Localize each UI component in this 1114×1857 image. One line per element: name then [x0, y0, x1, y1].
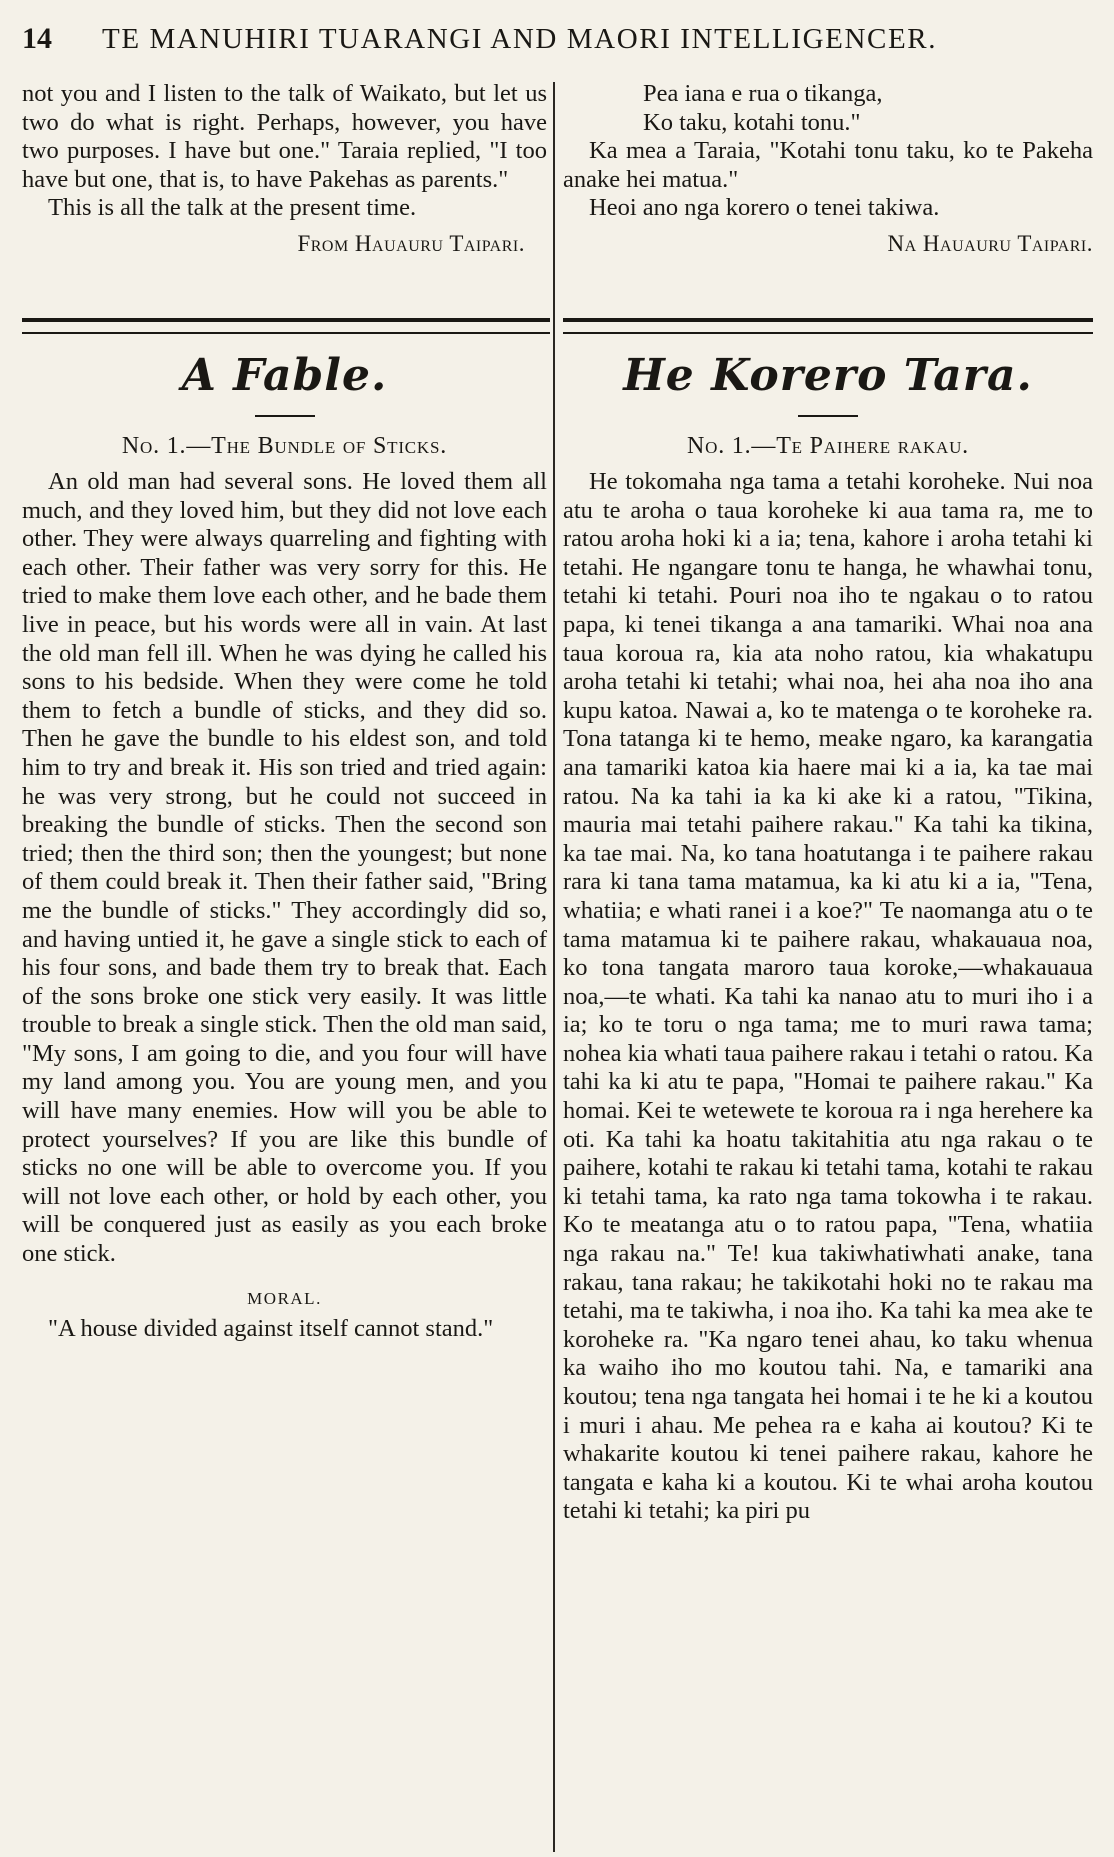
article-signature: Na Hauauru Taipari.: [887, 230, 1093, 256]
verse-line: Ko taku, kotahi tonu.": [643, 108, 861, 136]
article-paragraph: Heoi ano nga korero o tenei takiwa.: [589, 194, 940, 222]
heading-rule: [798, 415, 858, 417]
previous-article-maori: [563, 80, 1093, 257]
article-paragraph: not you and I listen to the talk of Waikato, but let us two do what is right. Perhaps, however, you have two purposes. I have but one." Taraia replied, "I too have but one, that is, to have Pakehas as parents.": [22, 80, 547, 193]
column-divider: [553, 82, 555, 1852]
previous-article-english: [22, 80, 547, 257]
fable-subheading: No. 1.—The Bundle of Sticks.: [121, 433, 448, 459]
page-number: 14: [22, 22, 52, 55]
moral-text: "A house divided against itself cannot stand.": [48, 1314, 494, 1342]
article-paragraph: Ka mea a Taraia, "Kotahi tonu taku, ko te Pakeha anake hei matua.": [563, 137, 1093, 193]
fable-body: He tokomaha nga tama a tetahi koroheke. Nui noa atu te aroha o taua koroheke ki aua tama ra, me to ratou aroha hoki ki a ia; tena, kahore i aroha tetahi ki tetahi. He ngangare tonu te hanga, he whawhai tonu, tetahi ki tetahi. Pouri noa iho te ngakau o to ratou papa, ki tenei tikanga a ana tamariki. Whai noa ana taua koroua ra, kia ata noho ratou, kia whakatupu aroha tetahi ki tetahi; whai noa, hei aha noa iho ana kupu katoa. Nawai a, ko te matenga o te koroheke ra. Tona tatanga ki te hemo, meake ngaro, ka karangatia ana tamariki katoa kia haere mai ki a ia, ka tae mai ratou. Na ka tahi ia ka ki ake ki a ratou, "Tikina, mauria mai tetahi paihere rakau." Ka tahi ka tikina, ka tae mai. Na, ko tana hoatutanga i te paihere rakau rara ki tana tama matamua, ka ki atu ki a ia, "Tena, whatiia; e whati ranei i a koe?" Te naomanga atu o te tama matamua ki te paihere rakau, whakauaua noa, ko tona tangata maroro taua koroke,—whakauaua noa,—te whati. Ka tahi ka nanao atu to muri iho i a ia; ko te toru o nga tama; me to muri rawa tama; nohea kia whati taua paihere rakau i tetahi o ratou. Ka tahi ka ki atu te papa, "Homai te paihere rakau." Ka homai. Kei te wetewete te koroua ra i nga herehere ka oti. Ka tahi ka hoatu takitahitia atu nga rakau o te paihere, kotahi te rakau ki tetahi tama, kotahi te rakau ki tetahi tama, ka rato nga tama tokowha i te rakau. Ko te meatanga atu o to ratou papa, "Tena, whatiia nga rakau na." Te! kua takiwhatiwhati anake, tana rakau, tana rakau; he takikotahi hoki no te rakau ma tetahi, ma te takiwha, i noa iho. Ka tahi ka mea ake te koroheke ra. "Ka ngaro tenei ahau, ko taku whenua ka waiho iho mo koutou tahi. Na, e tamariki ana koutou; tena nga tangata hei homai i te he ki a koutou i muri i ahau. Me pehea ra e kaha ai koutou? Ki te whakarite koutou ki tenei paihere rakau, kahore he tangata e kaha ki a koutou. Ki te whai aroha koutou tetahi ki tetahi; ka piri pu: [563, 468, 1093, 1525]
article-signature: From Hauauru Taipari.: [297, 230, 525, 256]
fable-heading: A Fable.: [181, 350, 388, 401]
fable-subheading: No. 1.—Te Paihere rakau.: [687, 433, 969, 459]
article-paragraph: This is all the talk at the present time.: [48, 194, 417, 222]
fable-body: An old man had several sons. He loved them all much, and they loved him, but they did not love each other. They were always quarreling and fighting with each other. Their father was very sorry for this. He tried to make them love each other, and he bade them live in peace, but his words were all in vain. At last the old man fell ill. When he was dying he called his sons to his bedside. When they were come he told them to fetch a bundle of sticks, and they did so. Then he gave the bundle to his eldest son, and told him to try and break it. His son tried and tried again: he was very strong, but he could not succeed in breaking the bundle of sticks. Then the second son tried; then the third son; then the youngest; but none of them could break it. Then their father said, "Bring me the bundle of sticks." They accordingly did so, and having untied it, he gave a single stick to each of his four sons, and bade them try to break that. Each of the sons broke one stick very easily. It was little trouble to break a single stick. Then the old man said, "My sons, I am going to die, and you four will have my land among you. You are young men, and you will have many enemies. How will you be able to protect yourselves? If you are like this bundle of sticks no one will be able to overcome you. If you will not love each other, or hold by each other, you will be conquered just as easily as you each broke one stick.: [22, 468, 547, 1268]
moral-label: MORAL.: [247, 1288, 322, 1308]
publication-title: TE MANUHIRI TUARANGI AND MAORI INTELLIGENCER.: [102, 23, 938, 55]
section-rule: [563, 318, 1093, 334]
fable-maori: [563, 350, 1093, 1526]
fable-heading: He Korero Tara.: [623, 350, 1033, 401]
fable-english: [22, 350, 547, 1343]
page-header: [22, 22, 1082, 62]
verse-line: Pea iana e rua o tikanga,: [643, 80, 883, 107]
heading-rule: [255, 415, 315, 417]
section-rule: [22, 318, 550, 334]
